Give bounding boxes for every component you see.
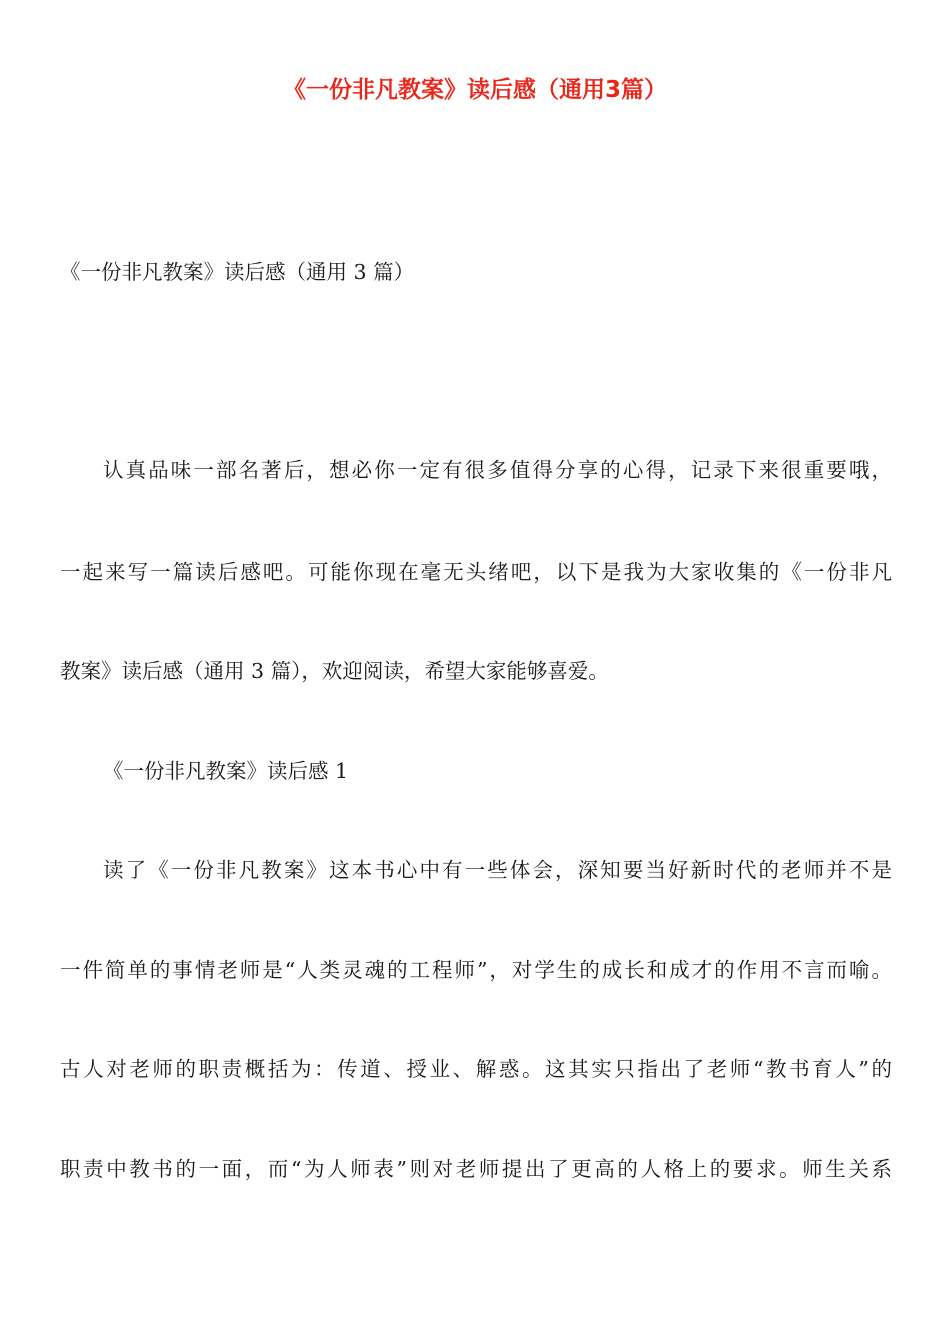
body-line-3: 古人对老师的职责概括为：传道、授业、解惑。这其实只指出了老师“教书育人”的 bbox=[60, 1057, 892, 1081]
document-title: 《一份非凡教案》读后感（通用3篇） bbox=[282, 77, 667, 103]
intro-line-1: 认真品味一部名著后，想必你一定有很多值得分享的心得，记录下来很重要哦， bbox=[103, 458, 892, 482]
body-line-4: 职责中教书的一面，而“为人师表”则对老师提出了更高的人格上的要求。师生关系 bbox=[60, 1157, 892, 1181]
body-line-1: 读了《一份非凡教案》这本书心中有一些体会，深知要当好新时代的老师并不是 bbox=[103, 858, 892, 882]
intro-line-3: 教案》读后感（通用 3 篇），欢迎阅读，希望大家能够喜爱。 bbox=[60, 659, 609, 683]
body-line-2: 一件简单的事情老师是“人类灵魂的工程师”，对学生的成长和成才的作用不言而喻。 bbox=[60, 958, 892, 982]
document-subtitle: 《一份非凡教案》读后感（通用 3 篇） bbox=[60, 260, 415, 284]
intro-line-2: 一起来写一篇读后感吧。可能你现在毫无头绪吧，以下是我为大家收集的《一份非凡 bbox=[60, 560, 892, 584]
section-heading: 《一份非凡教案》读后感 1 bbox=[103, 759, 349, 783]
